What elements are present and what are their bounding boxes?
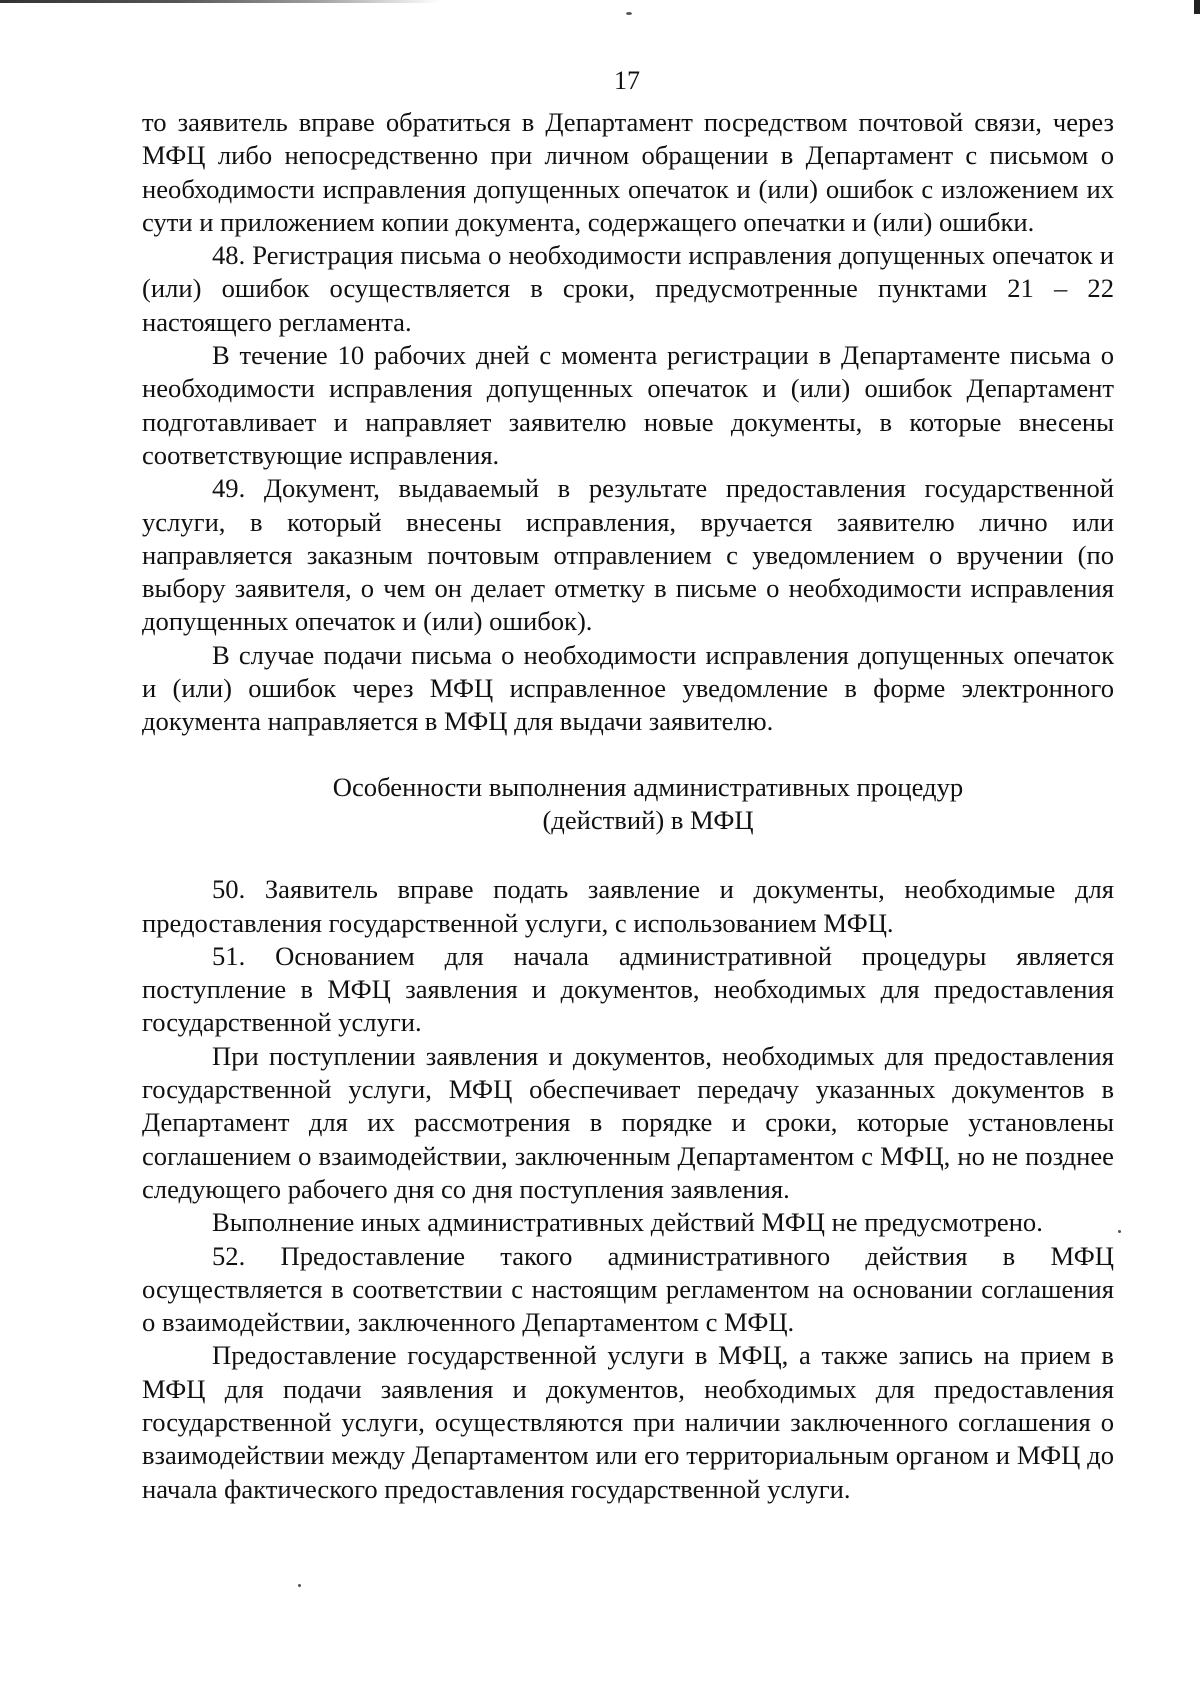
document-body: [142, 106, 1114, 1506]
page-number: 17: [614, 66, 640, 95]
paragraph: При поступлении заявления и документов, необходимых для предоставления государственной услуги, МФЦ обеспечивает передачу указанных документов в Департамент для их рассмотрения в порядке и сроки, которые установлены соглашением о взаимодействии, заключенным Департаментом с МФЦ, но не позднее следующего рабочего дня со дня поступления заявления.: [142, 1040, 1114, 1204]
paragraph-50: 50. Заявитель вправе подать заявление и документы, необходимые для предоставления государственной услуги, с использованием МФЦ.: [142, 874, 1114, 938]
section-heading-line: (действий) в МФЦ: [542, 804, 754, 835]
scan-speck: [298, 1584, 301, 1587]
scan-speck: [1118, 1230, 1121, 1233]
paragraph: Предоставление государственной услуги в МФЦ, а также запись на прием в МФЦ для подачи заявления и документов, необходимых для предоставления государственной услуги, осуществляются при наличии заключенного соглашения о взаимодействии между Департаментом или его территориальным органом и МФЦ до начала фактического предоставления государственной услуги.: [142, 1340, 1114, 1504]
paragraph-48: 48. Регистрация письма о необходимости исправления допущенных опечаток и (или) ошибок осуществляется в сроки, предусмотренные пунктами 21 – 22 настоящего регламента.: [142, 240, 1114, 337]
section-heading: [142, 771, 1114, 838]
scan-edge-mark: [1194, 0, 1200, 14]
paragraph-49: 49. Документ, выдаваемый в результате предоставления государственной услуги, в который внесены исправления, вручается заявителю лично или направляется заказным почтовым отправлением с уведомлением о вручении (по выбору заявителя, о чем он делает отметку в письме о необходимости исправления допущенных опечаток и (или) ошибок).: [142, 473, 1114, 637]
section-heading-line: Особенности выполнения административных процедур: [332, 771, 964, 802]
scan-edge-line: [0, 0, 440, 3]
paragraph: то заявитель вправе обратиться в Департамент посредством почтовой связи, через МФЦ либо непосредственно при личном обращении в Департамент с письмом о необходимости исправления допущенных опечаток и (или) ошибок с изложением их сути и приложением копии документа, содержащего опечатки и (или) ошибки.: [142, 107, 1114, 237]
paragraph-51: 51. Основанием для начала административной процедуры является поступление в МФЦ заявления и документов, необходимых для предоставления государственной услуги.: [142, 940, 1114, 1038]
scan-speck: [626, 12, 632, 15]
paragraph: В случае подачи письма о необходимости исправления допущенных опечаток и (или) ошибок через МФЦ исправленное уведомление в форме электронного документа направляется в МФЦ для выдачи заявителю.: [142, 639, 1114, 737]
paragraph-52: 52. Предоставление такого административного действия в МФЦ осуществляется в соответствии с настоящим регламентом на основании соглашения о взаимодействии, заключенного Департаментом с МФЦ.: [142, 1240, 1114, 1338]
paragraph: Выполнение иных административных действий МФЦ не предусмотрено.: [212, 1207, 1043, 1238]
paragraph: В течение 10 рабочих дней с момента регистрации в Департаменте письма о необходимости исправления допущенных опечаток и (или) ошибок Департамент подготавливает и направляет заявителю новые документы, в которые внесены соответствующие исправления.: [142, 340, 1114, 470]
